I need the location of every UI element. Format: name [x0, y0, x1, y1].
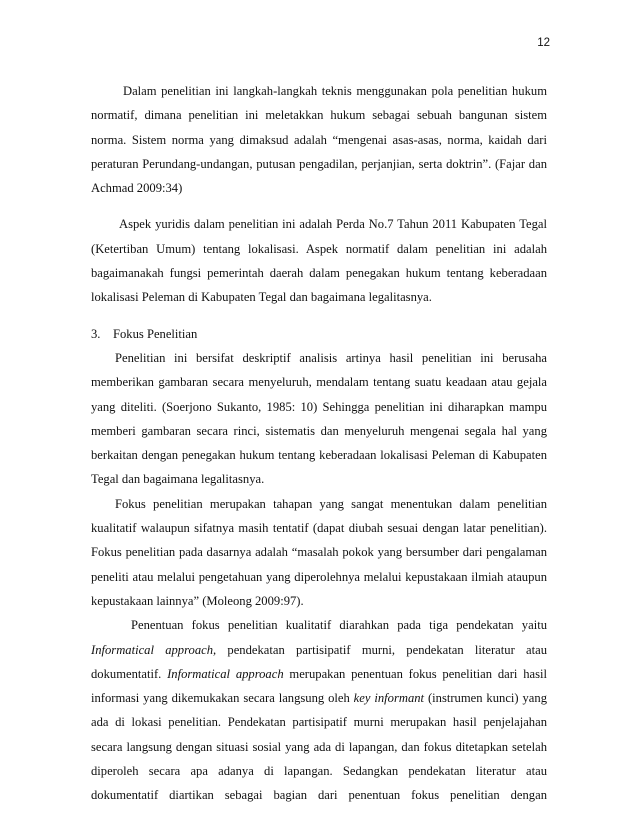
paragraph-research-focus	[91, 492, 547, 613]
text-line: Achmad 2009:34)	[91, 181, 183, 196]
text-line: (Ketertiban Umum) tentang lokalisasi. Aspek normatif dalam penelitian ini adalah	[91, 241, 547, 256]
text-line: Fokus penelitian merupakan tahapan yang sangat menentukan dalam penelitian	[115, 496, 547, 511]
text-line: yang diteliti. (Soerjono Sukanto, 1985: 10) Sehingga penelitian ini diharapkan mampu	[91, 399, 547, 414]
text-line: Penelitian ini bersifat deskriptif analisis artinya hasil penelitian ini berusaha	[115, 350, 547, 365]
section-heading	[91, 322, 547, 346]
text-line: bagaimanakah fungsi pemerintah daerah dalam penegakan hukum tentang keberadaan	[91, 266, 547, 281]
paragraph-research-nature	[91, 346, 547, 492]
text-line: kualitatif walaupun sifatnya masih tentatif (dapat diubah sesuai dengan latar penelitian).	[91, 521, 547, 536]
text-line: informasi yang dikemukakan secara langsung oleh key informant (instrumen kunci) yang	[91, 691, 547, 706]
text-line: Informatical approach, pendekatan partisipatif murni, pendekatan literatur atau	[91, 642, 547, 657]
text-line: diperoleh secara apa adanya di lapangan. Sedangkan pendekatan literatur atau	[91, 764, 547, 779]
italic-term: Informatical approach	[167, 666, 284, 681]
text-line: dokumentatif diartikan sebagai bagian dari penentuan fokus penelitian dengan	[91, 788, 547, 803]
section-title: Fokus Penelitian	[113, 326, 198, 341]
section-number: 3.	[91, 326, 101, 341]
text-line: memberi gambaran secara rinci, sistematis dan menyeluruh mengenai segala hal yang	[91, 423, 547, 438]
text-line: Aspek yuridis dalam penelitian ini adalah Perda No.7 Tahun 2011 Kabupaten Tegal	[119, 217, 547, 232]
italic-term: key informant	[353, 691, 425, 706]
text-line: ada di lokasi penelitian. Pendekatan partisipatif murni merupakan hasil penjelajahan	[91, 715, 547, 730]
text-line: norma. Sistem norma yang dimaksud adalah “mengenai asas-asas, norma, kaidah dari	[91, 132, 547, 147]
text-line: secara langsung dengan situasi sosial yang ada di lapangan, dan fokus ditetapkan setelah	[91, 739, 547, 754]
document-body	[91, 79, 547, 808]
paragraph-juridical-aspect	[91, 212, 547, 309]
text-line: Tegal dan bagaimana legalitasnya.	[91, 472, 265, 487]
text-line: Dalam penelitian ini langkah-langkah teknis menggunakan pola penelitian hukum	[123, 84, 547, 98]
text-line: lokalisasi Peleman di Kabupaten Tegal dan bagaimana legalitasnya.	[91, 290, 432, 305]
text-line: berkaitan dengan penegakan hukum tentang keberadaan lokalisasi Peleman di Kabupaten	[91, 448, 547, 463]
text-line: memberikan gambaran secara menyeluruh, mendalam tentang suatu keadaan atau gejala	[91, 375, 547, 390]
text-line: kepustakaan lainnya” (Moleong 2009:97).	[91, 593, 304, 608]
text-line: Penentuan fokus penelitian kualitatif diarahkan pada tiga pendekatan yaitu	[131, 618, 547, 633]
page-number: 12	[537, 37, 550, 49]
text-line: normatif, dimana penelitian ini meletakkan hukum sebagai sebuah bangunan sistem	[91, 108, 547, 123]
italic-term: Informatical approach,	[91, 642, 217, 657]
text-line: Fokus penelitian pada dasarnya adalah “masalah pokok yang bersumber dari pengalaman	[91, 545, 547, 560]
paragraph-methodology	[91, 79, 547, 200]
paragraph-focus-approaches	[91, 613, 547, 807]
text-line: peraturan Perundang-undangan, putusan pengadilan, perjanjian, serta doktrin”. (Fajar dan	[91, 156, 547, 171]
text-line: dokumentatif. Informatical approach merupakan penentuan fokus penelitian dari hasil	[91, 666, 547, 681]
text-line: peneliti atau melalui pengetahuan yang diperolehnya melalui kepustakaan ilmiah ataupun	[91, 569, 547, 584]
